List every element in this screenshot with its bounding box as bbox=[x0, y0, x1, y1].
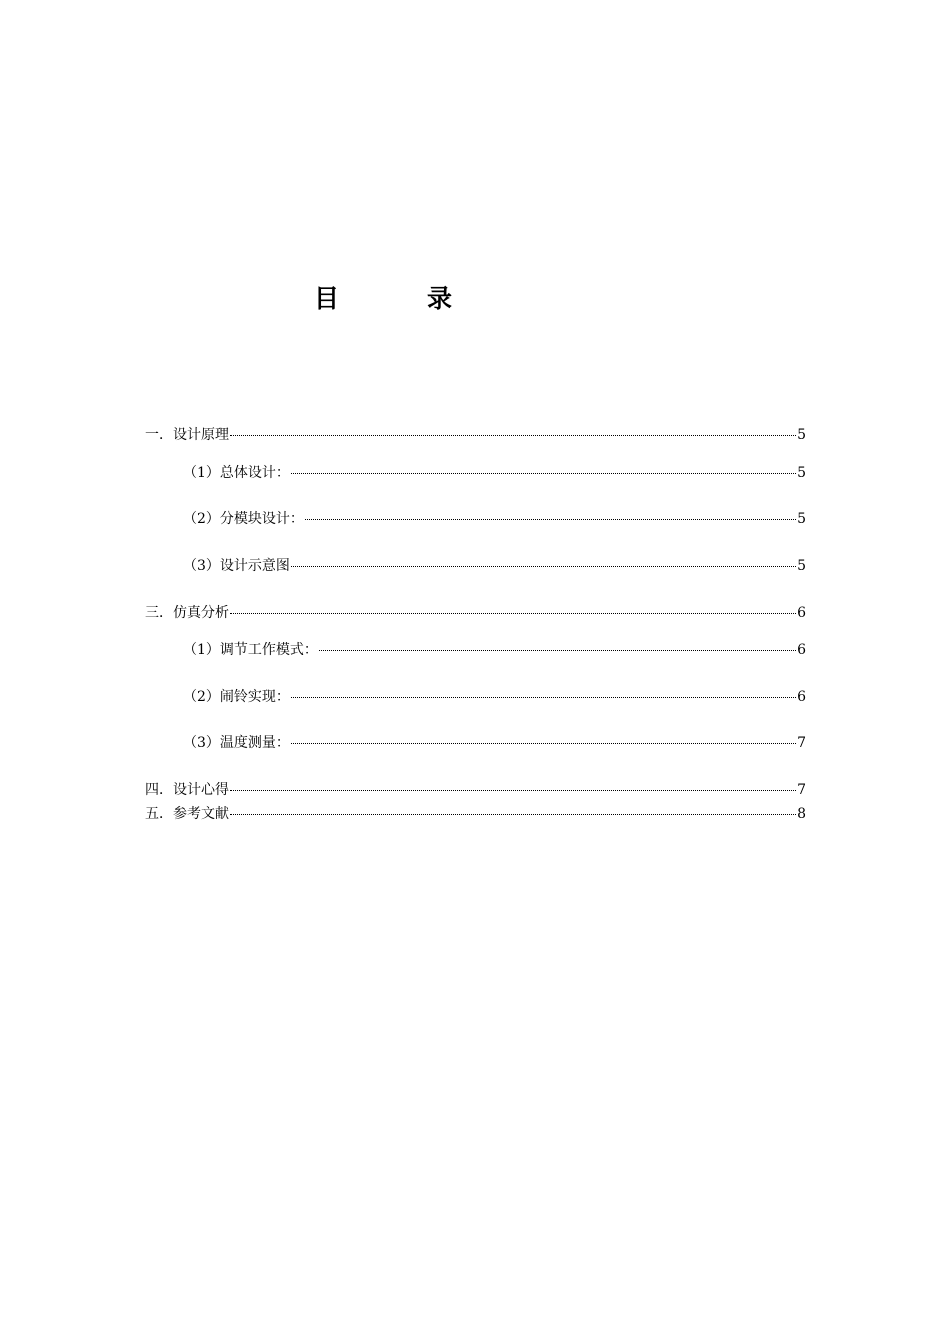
toc-entry-label: （1）总体设计： bbox=[183, 465, 290, 481]
dot-leader bbox=[319, 636, 796, 651]
toc-entry-label: （2）分模块设计： bbox=[183, 511, 304, 527]
toc-entry-label: 一．设计原理 bbox=[145, 427, 229, 443]
toc-entry-page: 6 bbox=[797, 642, 806, 658]
toc-title bbox=[314, 281, 452, 317]
dot-leader bbox=[305, 505, 796, 520]
dot-leader bbox=[291, 729, 796, 744]
toc-entry-references[interactable] bbox=[145, 803, 806, 824]
dot-leader bbox=[230, 776, 796, 791]
toc-entry-alarm-implementation[interactable] bbox=[183, 686, 806, 707]
toc-entry-design-experience[interactable] bbox=[145, 779, 806, 800]
toc-entry-page: 5 bbox=[797, 465, 806, 481]
toc-title-right: 录 bbox=[427, 284, 453, 313]
toc-entry-temperature-measurement[interactable] bbox=[183, 732, 806, 753]
toc-entry-page: 6 bbox=[797, 605, 806, 621]
toc-entry-design-diagram[interactable] bbox=[183, 555, 806, 576]
toc-entry-adjust-work-mode[interactable] bbox=[183, 639, 806, 660]
toc-entry-label: （3）设计示意图 bbox=[183, 558, 290, 574]
toc-entry-page: 6 bbox=[797, 689, 806, 705]
toc-entry-design-principle[interactable] bbox=[145, 424, 806, 445]
dot-leader bbox=[230, 599, 796, 614]
dot-leader bbox=[230, 421, 796, 436]
toc-entry-page: 7 bbox=[797, 735, 806, 751]
dot-leader bbox=[230, 800, 796, 815]
dot-leader bbox=[291, 459, 796, 474]
toc-entry-label: 五．参考文献 bbox=[145, 806, 229, 822]
toc-entry-label: （2）闹铃实现： bbox=[183, 689, 290, 705]
dot-leader bbox=[291, 683, 796, 698]
toc-entry-page: 5 bbox=[797, 511, 806, 527]
toc-entry-label: 四．设计心得 bbox=[145, 782, 229, 798]
toc-entry-page: 7 bbox=[797, 782, 806, 798]
toc-entry-label: 三．仿真分析 bbox=[145, 605, 229, 621]
toc-entry-page: 5 bbox=[797, 427, 806, 443]
toc-entry-page: 5 bbox=[797, 558, 806, 574]
toc-entry-page: 8 bbox=[797, 806, 806, 822]
toc-entry-overall-design[interactable] bbox=[183, 462, 806, 483]
toc-entry-simulation-analysis[interactable] bbox=[145, 602, 806, 623]
toc-entry-module-design[interactable] bbox=[183, 508, 806, 529]
toc-title-left: 目 bbox=[314, 284, 340, 313]
toc-entry-label: （1）调节工作模式： bbox=[183, 642, 318, 658]
toc-entry-label: （3）温度测量： bbox=[183, 735, 290, 751]
dot-leader bbox=[291, 552, 796, 567]
